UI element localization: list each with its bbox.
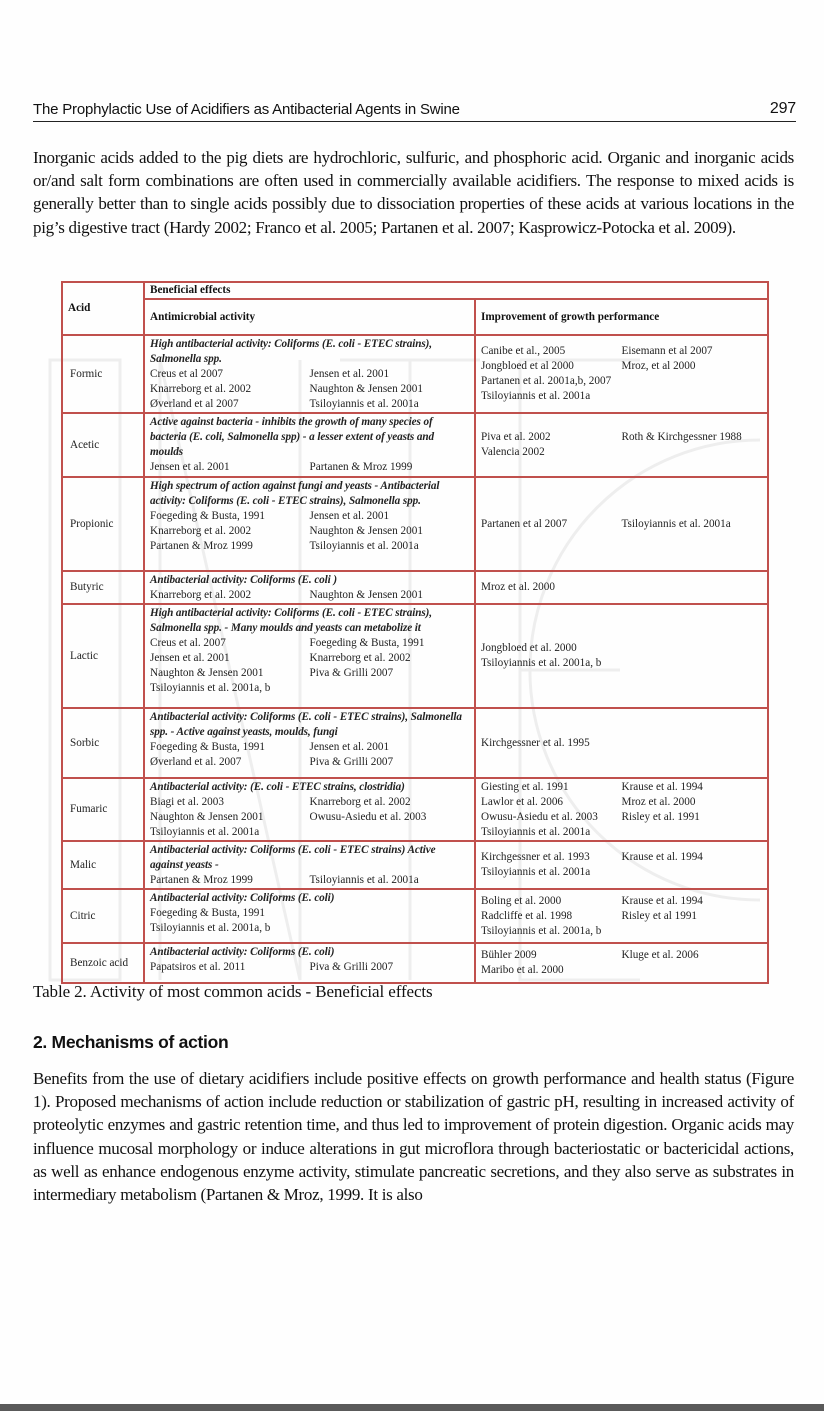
growth-references [481,850,762,880]
growth-references [481,641,762,671]
reference [622,865,763,880]
reference: Valencia 2002 [481,446,545,458]
antimicrobial-cell [144,477,475,571]
reference: Kirchgessner et al. 1993 [481,851,590,863]
antimicrobial-cell [144,413,475,477]
reference: Tsiloyiannis et al. 2001a, b [150,682,271,694]
header-antimicrobial: Antimicrobial activity [144,299,475,335]
growth-references [481,736,762,751]
intro-paragraph: Inorganic acids added to the pig diets are hydrochloric, sulfuric, and phosphoric acid. Organic and inorganic acids or/and salt form combinations are often used in commercially available acidifiers. The response to mixed acids is generally better than to single acids possibly due to dissociation properties of these acids at various locations in the pig’s digestive tract (Hardy 2002; Franco et al. 2005; Partanen et al. 2007; Kasprowicz-Potocka et al. 2009). [33,148,794,237]
reference: Bühler 2009 [481,949,537,961]
reference: Naughton & Jensen 2001 [150,667,264,679]
reference [622,389,763,404]
acid-name: Malic [62,841,144,889]
reference: Øverland et al. 2007 [150,756,242,768]
antimicrobial-references [150,795,469,840]
table-row [62,604,768,708]
reference [310,906,470,921]
reference [310,825,470,840]
reference: Kluge et al. 2006 [621,949,699,961]
reference: Partanen et al. 2001a,b, 2007 [481,375,612,387]
antimicrobial-references [150,906,469,936]
reference: Naughton & Jensen 2001 [150,811,264,823]
reference: Roth & Kirchgessner 1988 [621,431,742,443]
reference: Naughton & Jensen 2001 [309,525,423,537]
reference: Piva & Grilli 2007 [309,667,394,679]
growth-references [481,894,762,939]
reference: Creus et al. 2007 [150,637,226,649]
reference: Risley et al 1991 [621,909,698,922]
reference: Creus et al 2007 [150,368,224,380]
acid-effects-table [61,281,769,984]
growth-cell [475,708,768,778]
table-row [62,889,768,943]
antimicrobial-references [150,509,469,554]
reference: Mroz et al. 2000 [481,581,555,593]
growth-cell [475,841,768,889]
growth-cell [475,571,768,604]
reference: Tsiloyiannis et al. 2001a [481,866,591,878]
acid-name: Formic [62,335,144,413]
reference: Piva & Grilli 2007 [309,756,394,768]
reference: Kirchgessner et al. 1995 [481,736,590,749]
antimicrobial-cell [144,889,475,943]
reference: Tsiloyiannis et al. 2001a, b [481,657,602,669]
growth-cell [475,477,768,571]
growth-references [481,780,762,840]
reference: Øverland et al 2007 [150,398,239,410]
reference: Naughton & Jensen 2001 [309,383,423,395]
reference: Biagi et al. 2003 [150,796,224,808]
antimicrobial-references [150,367,469,412]
antimicrobial-cell [144,571,475,604]
reference [622,825,763,840]
reference: Giesting et al. 1991 [481,780,569,793]
activity-description: High spectrum of action against fungi and yeasts - Antibacterial activity: Coliforms (E. coli - ETEC strains), Salmonella spp. [150,480,440,507]
antimicrobial-references [150,960,469,975]
header-beneficial-effects: Beneficial effects [144,282,768,299]
acid-name: Butyric [62,571,144,604]
reference: Foegeding & Busta, 1991 [150,741,265,753]
acid-name: Fumaric [62,778,144,841]
antimicrobial-cell [144,943,475,983]
table-row [62,778,768,841]
reference: Jongbloed et al. 2000 [481,642,577,654]
reference: Foegeding & Busta, 1991 [150,907,265,919]
reference: Maribo et al. 2000 [481,964,564,976]
acid-name: Acetic [62,413,144,477]
growth-cell [475,778,768,841]
activity-description: Antibacterial activity: Coliforms (E. coli - ETEC strains), Salmonella spp. - Active against yeasts, moulds, fungi [150,711,462,738]
activity-description: High antibacterial activity: Coliforms (E. coli - ETEC strains), Salmonella spp. [150,338,432,365]
growth-cell [475,604,768,708]
growth-cell [475,335,768,413]
reference: Knarreborg et al. 2002 [150,589,252,601]
reference: Tsiloyiannis et al. 2001a [150,826,260,838]
reference: Naughton & Jensen 2001 [309,589,423,601]
growth-references [481,948,762,978]
table-row [62,841,768,889]
reference: Boling et al. 2000 [481,894,562,907]
page-number: 297 [769,100,796,117]
acid-name: Propionic [62,477,144,571]
growth-references [481,580,762,595]
growth-references [481,344,762,404]
table-row [62,335,768,413]
table-row [62,571,768,604]
reference: Mroz et al. 2000 [621,795,696,808]
reference: Foegeding & Busta, 1991 [150,510,265,522]
reference: Jensen et al. 2001 [150,652,230,664]
reference: Jensen et al. 2001 [309,741,390,753]
reference: Jensen et al. 2001 [150,461,230,473]
reference: Krause et al. 1994 [621,894,703,907]
reference [622,924,763,939]
reference: Owusu-Asiedu et al. 2003 [481,810,598,823]
acid-name: Benzoic acid [62,943,144,983]
reference [622,963,763,978]
activity-description: Antibacterial activity: Coliforms (E. coli ) [150,574,338,586]
reference: Tsiloyiannis et al. 2001a, b [481,924,602,937]
growth-references [481,430,762,460]
antimicrobial-cell [144,778,475,841]
reference: Partanen et al 2007 [481,517,568,530]
reference [622,656,763,671]
reference: Foegeding & Busta, 1991 [309,637,425,649]
reference: Tsiloyiannis et al. 2001a [621,517,731,530]
antimicrobial-references [150,588,469,603]
reference: Jongbloed et al 2000 [481,360,574,372]
activity-description: Antibacterial activity: (E. coli - ETEC strains, clostridia) [150,781,405,793]
antimicrobial-references [150,873,469,888]
activity-description: Antibacterial activity: Coliforms (E. coli) [150,946,335,958]
reference: Radcliffe et al. 1998 [481,909,573,922]
antimicrobial-cell [144,841,475,889]
reference: Jensen et al. 2001 [309,510,390,522]
reference: Knarreborg et al. 2002 [150,525,252,537]
table-row [62,943,768,983]
reference: Partanen & Mroz 1999 [309,461,413,473]
reference: Tsiloyiannis et al. 2001a [309,398,419,410]
reference: Knarreborg et al. 2002 [150,383,252,395]
growth-cell [475,889,768,943]
reference: Knarreborg et al. 2002 [309,796,411,808]
reference: Partanen & Mroz 1999 [150,874,253,886]
reference: Papatsiros et al. 2011 [150,961,246,973]
antimicrobial-cell [144,604,475,708]
antimicrobial-references [150,636,469,696]
reference [310,921,470,936]
acid-name: Citric [62,889,144,943]
growth-cell [475,413,768,477]
reference: Owusu-Asiedu et al. 2003 [309,811,427,823]
reference: Tsiloyiannis et al. 2001a [481,390,591,402]
header-acid: Acid [62,282,144,335]
mechanisms-paragraph: Benefits from the use of dietary acidifiers include positive effects on growth performance and health status (Figure 1). Proposed mechanisms of action include reduction or stabilization of gastric pH, resulting in increased activity of proteolytic enzymes and gastric retention time, and thus led to improvement of protein digestion. Organic acids may influence mucosal morphology or induce alterations in gut microflora through bacteriostatic or bactericidal actions, as well as enhance endogenous enzyme activity, stimulate pancreatic secretions, and they also serve as substrates in intermediary metabolism (Partanen & Mroz, 1999. It is also [33,1069,794,1205]
reference: Knarreborg et al. 2002 [309,652,411,664]
reference: Piva et al. 2002 [481,431,551,443]
reference: Tsiloyiannis et al. 2001a, b [150,922,271,934]
reference [622,374,763,389]
viewer-bottom-bar [0,1404,824,1411]
growth-cell [475,943,768,983]
reference [622,445,763,460]
activity-description: Antibacterial activity: Coliforms (E. coli - ETEC strains) Active against yeasts - [150,844,436,871]
reference: Krause et al. 1994 [621,780,703,793]
antimicrobial-cell [144,335,475,413]
reference [622,580,763,595]
table-row [62,413,768,477]
reference: Lawlor et al. 2006 [481,795,564,808]
running-title: The Prophylactic Use of Acidifiers as Antibacterial Agents in Swine [33,101,460,118]
reference [310,681,470,696]
reference: Mroz, et al 2000 [621,360,696,372]
reference: Piva & Grilli 2007 [309,961,394,973]
antimicrobial-references [150,460,469,475]
reference [622,736,763,751]
table-caption: Table 2. Activity of most common acids - Beneficial effects [33,982,433,1001]
reference: Krause et al. 1994 [621,851,703,863]
activity-description: Active against bacteria - inhibits the growth of many species of bacteria (E. coli, Salmonella spp) - a lesser extent of yeasts and moulds [150,416,434,458]
reference [622,641,763,656]
antimicrobial-references [150,740,469,770]
antimicrobial-cell [144,708,475,778]
activity-description: Antibacterial activity: Coliforms (E. coli) [150,892,335,904]
reference: Tsiloyiannis et al. 2001a [309,874,419,886]
reference: Tsiloyiannis et al. 2001a [309,540,419,552]
table-row [62,477,768,571]
acid-name: Sorbic [62,708,144,778]
activity-description: High antibacterial activity: Coliforms (E. coli - ETEC strains), Salmonella spp. - Many moulds and yeasts can metabolize it [150,607,432,634]
growth-references [481,517,762,532]
running-header [33,100,796,122]
reference: Jensen et al. 2001 [309,368,390,380]
reference: Tsiloyiannis et al. 2001a [481,825,591,838]
acid-name: Lactic [62,604,144,708]
reference: Partanen & Mroz 1999 [150,540,253,552]
reference: Canibe et al., 2005 [481,345,566,357]
reference: Eisemann et al 2007 [621,345,713,357]
header-growth: Improvement of growth performance [475,299,768,335]
section-title: 2. Mechanisms of action [33,1032,229,1052]
reference: Risley et al. 1991 [621,810,700,823]
table-row [62,708,768,778]
